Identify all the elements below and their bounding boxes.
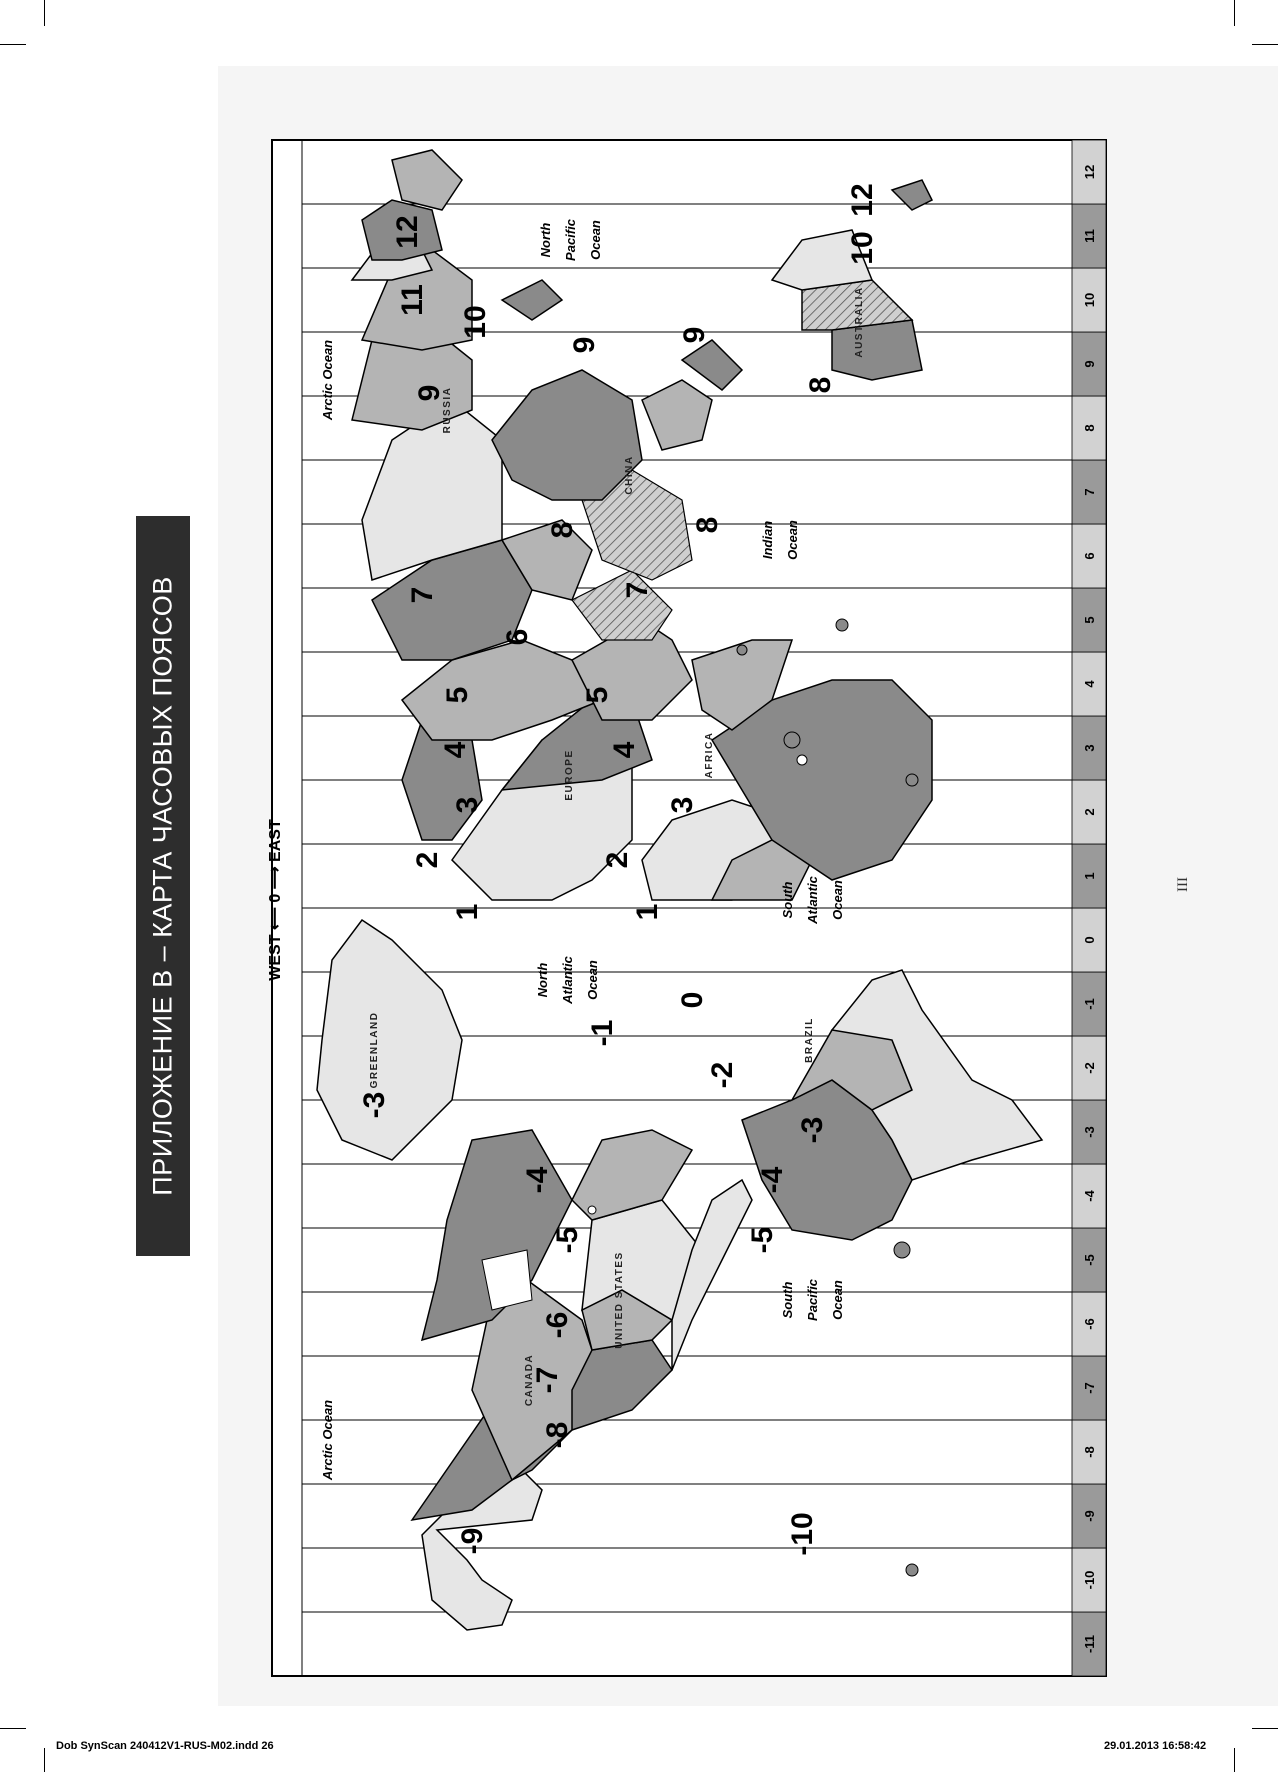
zone-strip-label: -1 xyxy=(1082,998,1097,1010)
zone-strip-label: 11 xyxy=(1082,229,1097,243)
zone-strip-label: 0 xyxy=(1082,936,1097,944)
zone-strip-label: -10 xyxy=(1082,1570,1097,1590)
united-states-label: UNITED STATES xyxy=(614,1251,625,1349)
brazil-label: BRAZIL xyxy=(804,1017,815,1063)
crop-mark xyxy=(1252,1728,1278,1729)
zone-mark: 2 xyxy=(601,851,634,869)
zone-mark: 1 xyxy=(631,903,664,921)
crop-mark xyxy=(0,44,26,45)
svg-text:South: South xyxy=(780,881,795,919)
crop-mark xyxy=(1234,1748,1235,1772)
zone-mark: 10 xyxy=(846,231,879,265)
svg-text:Indian: Indian xyxy=(760,520,775,560)
europe-label: EUROPE xyxy=(564,749,575,801)
zone-strip-label: -11 xyxy=(1082,1634,1097,1654)
zone-mark: -10 xyxy=(786,1512,819,1556)
crop-mark xyxy=(44,1748,45,1772)
zone-mark: 5 xyxy=(581,686,614,704)
zone-mark: 8 xyxy=(691,516,724,534)
zone-strip-label: 3 xyxy=(1082,744,1097,752)
svg-text:North: North xyxy=(535,962,550,998)
svg-text:Ocean: Ocean xyxy=(588,220,603,260)
svg-text:Atlantic: Atlantic xyxy=(560,956,575,1004)
zone-mark: 3 xyxy=(666,796,699,814)
arctic-ocean-label: Arctic Ocean xyxy=(320,339,335,421)
crop-mark xyxy=(1234,0,1235,26)
zone-mark: 11 xyxy=(396,284,429,316)
north-atlantic-ocean-label xyxy=(535,955,600,1004)
svg-text:South: South xyxy=(780,1281,795,1319)
svg-text:Pacific: Pacific xyxy=(563,219,578,261)
south-pacific-ocean-label xyxy=(780,1278,845,1321)
zone-strip-label: 9 xyxy=(1082,360,1097,368)
zone-strip-label: -7 xyxy=(1082,1382,1097,1394)
zone-mark: -2 xyxy=(706,1061,739,1089)
zone-mark: 0 xyxy=(676,991,709,1009)
svg-text:Ocean: Ocean xyxy=(830,1280,845,1320)
zone-mark: 9 xyxy=(568,336,601,354)
zone-mark: 9 xyxy=(678,326,711,344)
zone-mark: 7 xyxy=(621,581,654,599)
zone-mark: 9 xyxy=(413,384,446,402)
zone-strip-label: -4 xyxy=(1082,1190,1097,1202)
direction-label: WEST ⟵ 0 ⟶ EAST xyxy=(267,819,284,981)
svg-text:Ocean: Ocean xyxy=(585,960,600,1000)
zone-mark: -3 xyxy=(796,1116,829,1144)
footer-file-info: Dob SynScan 240412V1-RUS-M02.indd 26 xyxy=(56,1740,274,1752)
zone-mark: -9 xyxy=(456,1527,489,1555)
zone-strip-label: -8 xyxy=(1082,1446,1097,1458)
zone-mark: 2 xyxy=(411,851,444,869)
svg-text:Ocean: Ocean xyxy=(785,520,800,560)
svg-text:Atlantic: Atlantic xyxy=(805,876,820,924)
zone-strip-label: 6 xyxy=(1082,552,1097,560)
russia-label: RUSSIA xyxy=(442,386,453,434)
section-title-bar xyxy=(136,516,190,1256)
south-atlantic-ocean-label xyxy=(780,875,845,924)
zone-strip-label: 4 xyxy=(1082,680,1097,688)
zone-strip-label: 12 xyxy=(1082,164,1097,180)
zone-mark: 3 xyxy=(451,796,484,814)
canada-label: CANADA xyxy=(524,1353,535,1407)
zone-mark: 10 xyxy=(459,305,492,339)
zone-strip-label: 10 xyxy=(1082,292,1097,308)
zone-mark: 1 xyxy=(451,903,484,921)
crop-mark xyxy=(44,0,45,26)
zone-mark: 8 xyxy=(546,521,579,539)
arctic-ocean-label: Arctic Ocean xyxy=(320,1399,335,1481)
svg-text:Pacific: Pacific xyxy=(805,1279,820,1321)
zone-mark: -5 xyxy=(551,1226,584,1254)
crop-mark xyxy=(0,1728,26,1729)
zone-mark: -4 xyxy=(756,1166,789,1194)
zone-strip-label: -2 xyxy=(1082,1062,1097,1074)
page-number: III xyxy=(1175,877,1191,892)
zone-strip-label: -3 xyxy=(1082,1126,1097,1138)
zone-strip-label: 8 xyxy=(1082,424,1097,432)
zone-mark: 12 xyxy=(391,215,424,249)
zone-mark: 6 xyxy=(501,628,534,646)
zone-mark: -1 xyxy=(586,1019,619,1047)
zone-mark: -6 xyxy=(541,1311,574,1339)
zone-mark: 8 xyxy=(804,376,837,394)
africa-label: AFRICA xyxy=(704,731,715,779)
time-zone-map xyxy=(267,140,1106,1676)
zone-strip-label: -6 xyxy=(1082,1318,1097,1330)
footer-timestamp: 29.01.2013 16:58:42 xyxy=(1104,1740,1207,1752)
zone-strip-label: 7 xyxy=(1082,488,1097,496)
zone-strip-label: 1 xyxy=(1082,872,1097,880)
zone-mark: -8 xyxy=(541,1421,574,1449)
crop-mark xyxy=(1252,44,1278,45)
zone-mark: 7 xyxy=(406,586,439,604)
zone-mark: 5 xyxy=(441,686,474,704)
zone-mark: -5 xyxy=(746,1226,779,1254)
zone-mark: -7 xyxy=(531,1366,564,1394)
section-title: ПРИЛОЖЕНИЕ В – КАРТА ЧАСОВЫХ ПОЯСОВ xyxy=(147,576,178,1196)
zone-strip-label: -5 xyxy=(1082,1254,1097,1266)
greenland-label: GREENLAND xyxy=(369,1011,380,1089)
zone-strip-label: 5 xyxy=(1082,616,1097,624)
zone-mark: -4 xyxy=(521,1166,554,1194)
svg-text:North: North xyxy=(538,222,553,258)
svg-text:Ocean: Ocean xyxy=(830,880,845,920)
china-label: CHINA xyxy=(624,455,635,495)
zone-mark: 12 xyxy=(846,183,879,217)
zone-mark: 4 xyxy=(439,741,472,759)
north-pacific-ocean-label xyxy=(538,218,603,261)
zone-strip-label: 2 xyxy=(1082,808,1097,816)
zone-mark: 4 xyxy=(608,741,641,759)
australia-label: AUSTRALIA xyxy=(854,286,865,358)
zone-strip-label: -9 xyxy=(1082,1510,1097,1522)
zone-mark: -3 xyxy=(358,1091,391,1119)
